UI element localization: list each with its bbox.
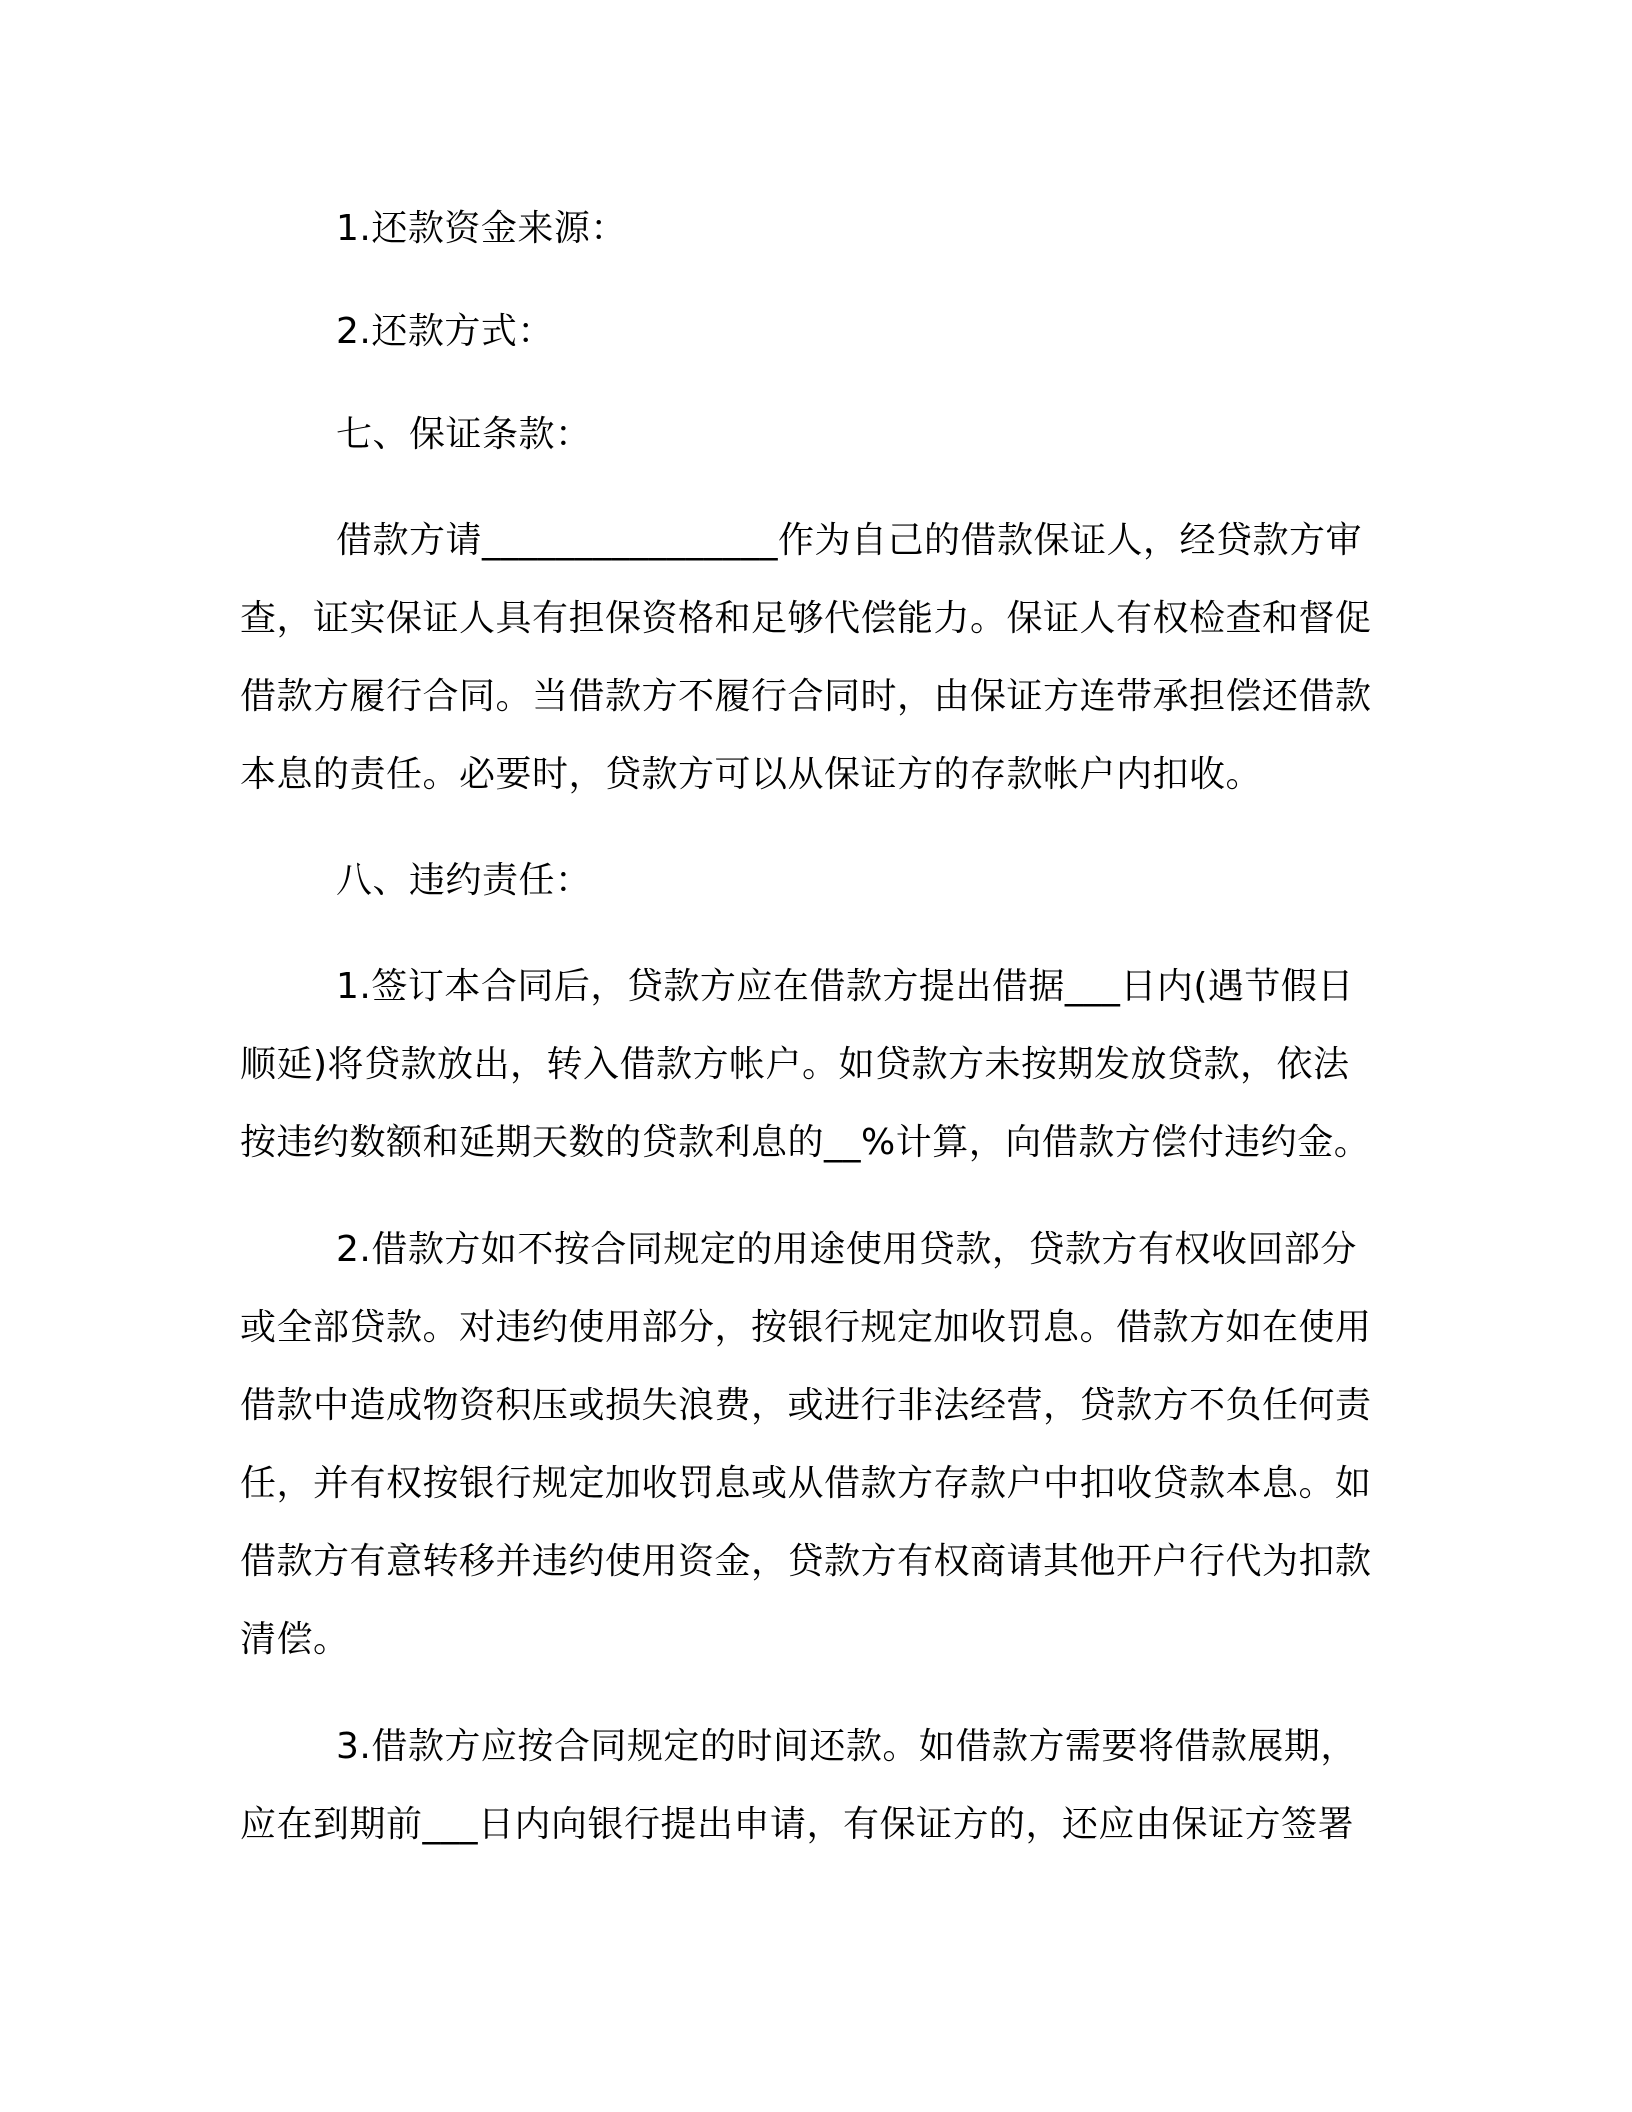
liability-clause-3: 3.借款方应按合同规定的时间还款。如借款方需要将借款展期，应在到期前___日内向银行提出申请，有保证方的，还应由保证方签署 [240, 1726, 1357, 1845]
repayment-source-item: 1.还款资金来源： [336, 208, 627, 249]
section-heading-liability: 八、违约责任： [336, 860, 592, 901]
liability-clause-2: 2.借款方如不按合同规定的用途使用贷款，贷款方有权收回部分或全部贷款。对违约使用部分，按银行规定加收罚息。借款方如在使用借款中造成物资积压或损失浪费，或进行非法经营，贷款方不负任何责任，并有权按银行规定加收罚息或从借款方存款户中扣收贷款本息。如借款方有意转移并违约使用资金，贷款方有权商请其他开户行代为扣款清偿。 [240, 1229, 1372, 1660]
repayment-method-item: 2.还款方式： [336, 311, 554, 352]
section-heading-guarantee: 七、保证条款： [336, 414, 592, 455]
liability-clause-1: 1.签订本合同后，贷款方应在借款方提出借据___日内(遇节假日顺延)将贷款放出，转入借款方帐户。如贷款方未按期发放贷款，依法按违约数额和延期天数的贷款利息的__%计算，向借款方偿付违约金。 [240, 966, 1371, 1163]
guarantee-clause-paragraph: 借款方请________________作为自己的借款保证人，经贷款方审查，证实保证人具有担保资格和足够代偿能力。保证人有权检查和督促借款方履行合同。当借款方不履行合同时，由保证方连带承担偿还借款本息的责任。必要时，贷款方可以从保证方的存款帐户内扣收。 [240, 520, 1372, 795]
document-page [240, 190, 1375, 1864]
